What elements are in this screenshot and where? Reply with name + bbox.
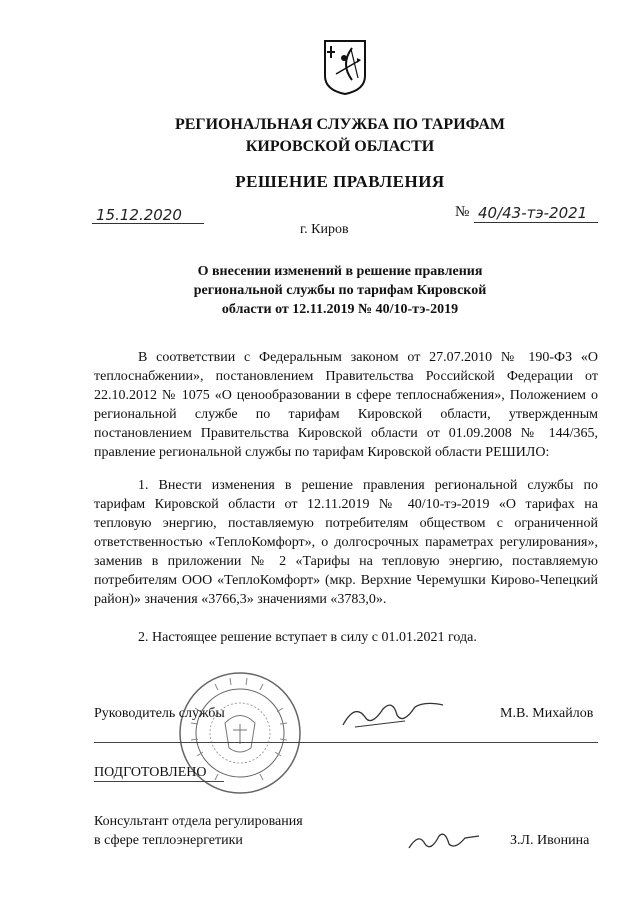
document-type-title: РЕШЕНИЕ ПРАВЛЕНИЯ — [235, 172, 445, 191]
date-underline — [92, 223, 204, 224]
body-paragraph-3: 2. Настоящее решение вступает в силу с 01.01.2021 года. — [138, 630, 477, 645]
subject-line-2: региональной службы по тарифам Кировской — [193, 283, 487, 298]
document-number: 40/43-тэ-2021 — [478, 204, 588, 222]
org-line-2: КИРОВСКОЙ ОБЛАСТИ — [245, 138, 435, 155]
document-date: 15.12.2020 — [96, 206, 182, 224]
subject-line-1: О внесении изменений в решение правления — [197, 264, 483, 279]
consultant-signature-icon — [405, 826, 485, 856]
body-paragraph-1: В соответствии с Федеральным законом от 27.07.2010 № 190-ФЗ «О теплоснабжении», постановлением Правительства Российской Федерации от 22.10.2012 № 1075 «О ценообразовании в сфере теплоснабжения», Положением о региональной службе по тарифам Кировской области, утвержденным постановлением Правительства Кировской области от 01.09.2008 № 144/365, правление региональной службы по тарифам Кировской области РЕШИЛО: — [94, 350, 598, 460]
city: г. Киров — [300, 222, 349, 237]
head-name: М.В. Михайлов — [500, 706, 594, 721]
document-subject — [170, 262, 510, 319]
subject-line-3: области от 12.11.2019 № 40/10-тэ-2019 — [221, 302, 459, 317]
kirov-oblast-coat-of-arms-icon — [322, 38, 368, 96]
consultant-title-line-2: в сфере теплоэнергетики — [94, 833, 243, 848]
prepared-label: ПОДГОТОВЛЕНО — [94, 765, 207, 780]
head-title: Руководитель службы — [94, 706, 225, 721]
body-paragraph-2: 1. Внести изменения в решение правления региональной службы по тарифам Кировской области от 12.11.2019 № 40/10-тэ-2019 «О тарифах на тепловую энергию, поставляемую потребителям обществом с ограниченной ответственностью «ТеплоКомфорт», о долгосрочных параметрах регулирования», заменив в приложении № 2 «Тарифы на тепловую энергию, поставляемую потребителям ООО «ТеплоКомфорт» (мкр. Верхние Черемушки Кирово-Чепецкий район)» значения «3766,3» значениями «3783,0». — [94, 478, 598, 607]
org-line-1: РЕГИОНАЛЬНАЯ СЛУЖБА ПО ТАРИФАМ — [174, 116, 506, 133]
organization-name — [150, 114, 530, 158]
consultant-title-line-1: Консультант отдела регулирования — [94, 814, 303, 829]
number-underline — [474, 222, 598, 223]
prepared-underline — [94, 781, 224, 782]
consultant-name: З.Л. Ивонина — [510, 833, 590, 848]
handwritten-signature-icon — [335, 695, 450, 735]
number-label: № — [455, 204, 470, 220]
separator-line — [94, 742, 598, 743]
